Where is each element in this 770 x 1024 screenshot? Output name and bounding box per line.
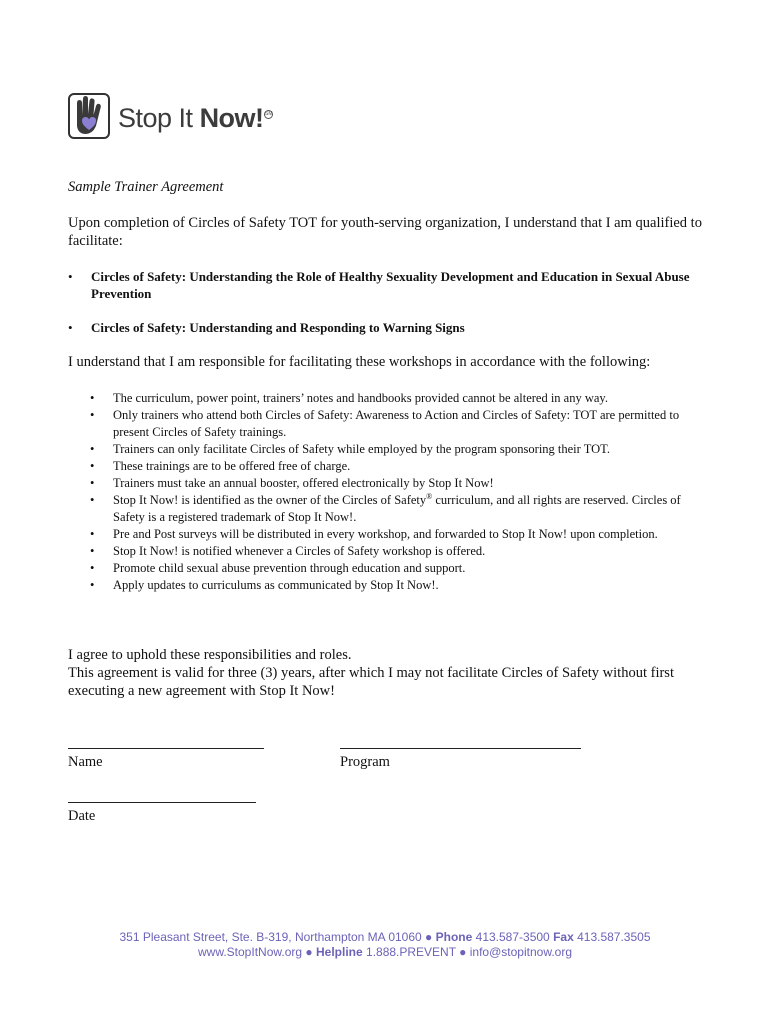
footer-website[interactable]: www.StopItNow.org ● <box>198 945 313 959</box>
program-signature-line[interactable] <box>340 748 581 749</box>
logo-wordmark: Stop It Now! <box>118 103 264 133</box>
list-item: • These trainings are to be offered free of charge. <box>90 459 351 473</box>
course-bullet-text: Circles of Safety: Understanding and Responding to Warning Signs <box>91 320 465 335</box>
document-title: Sample Trainer Agreement <box>68 179 224 195</box>
list-item: • The curriculum, power point, trainers’ notes and handbooks provided cannot be altered in any way. <box>90 391 608 405</box>
footer-contact-line-1 <box>0 930 770 945</box>
hand-heart-logo-icon <box>68 93 110 139</box>
footer-helpline-label: Helpline <box>315 945 363 959</box>
agreement-line-2: This agreement is valid for three (3) years, after which I may not facilitate Circles of Safety without first executing a new agreement with Stop It Now! <box>68 665 674 699</box>
name-label: Name <box>68 754 103 770</box>
footer-helpline[interactable]: 1.888.PREVENT ● info@stopitnow.org <box>366 945 572 959</box>
list-item: • Trainers must take an annual booster, offered electronically by Stop It Now! <box>90 476 494 490</box>
list-item: • Pre and Post surveys will be distributed in every workshop, and forwarded to Stop It Now! upon completion. <box>90 527 658 541</box>
date-signature-line[interactable] <box>68 802 256 803</box>
agreement-statement <box>68 646 718 700</box>
list-item: • Trainers can only facilitate Circles of Safety while employed by the program sponsoring their TOT. <box>90 442 610 456</box>
intro-paragraph: Upon completion of Circles of Safety TOT for youth-serving organization, I understand that I am qualified to facilitate: <box>68 215 702 249</box>
course-bullet <box>68 268 708 302</box>
date-label: Date <box>68 808 96 824</box>
list-item: • Stop It Now! is identified as the owner of the Circles of Safety® curriculum, and all rights are reserved. Circles of Safety is a registered trademark of Stop It Now!. <box>90 491 681 524</box>
list-item: • Stop It Now! is notified whenever a Circles of Safety workshop is offered. <box>90 544 486 558</box>
course-bullet-text: Circles of Safety: Understanding the Role of Healthy Sexuality Development and Education in Sexual Abuse Prevention <box>91 269 690 301</box>
agreement-line-1: I agree to uphold these responsibilities and roles. <box>68 647 352 663</box>
footer-fax: 413.587.3505 <box>577 930 651 944</box>
responsibility-list <box>90 390 700 594</box>
program-label: Program <box>340 754 390 770</box>
footer-phone-label: Phone <box>435 930 473 944</box>
stop-it-now-logo <box>68 93 278 143</box>
list-item: • Only trainers who attend both Circles of Safety: Awareness to Action and Circles of Safety: TOT are permitted to present Circles of Safety trainings. <box>90 408 680 439</box>
bullet-marker: • <box>68 269 73 284</box>
footer-phone: 413.587-3500 <box>475 930 550 944</box>
name-signature-line[interactable] <box>68 748 264 749</box>
bullet-marker: • <box>68 320 73 335</box>
course-bullet <box>68 319 708 336</box>
responsibility-intro: I understand that I am responsible for facilitating these workshops in accordance with the following: <box>68 354 651 370</box>
footer-address: 351 Pleasant Street, Ste. B-319, Northampton MA 01060 ● <box>119 930 433 944</box>
list-item: • Apply updates to curriculums as communicated by Stop It Now!. <box>90 578 439 592</box>
footer-contact-line-2 <box>0 945 770 960</box>
list-item: • Promote child sexual abuse prevention through education and support. <box>90 561 466 575</box>
footer-fax-label: Fax <box>553 930 574 944</box>
registered-mark: ® <box>426 491 433 501</box>
service-mark-symbol: SM <box>265 111 273 117</box>
